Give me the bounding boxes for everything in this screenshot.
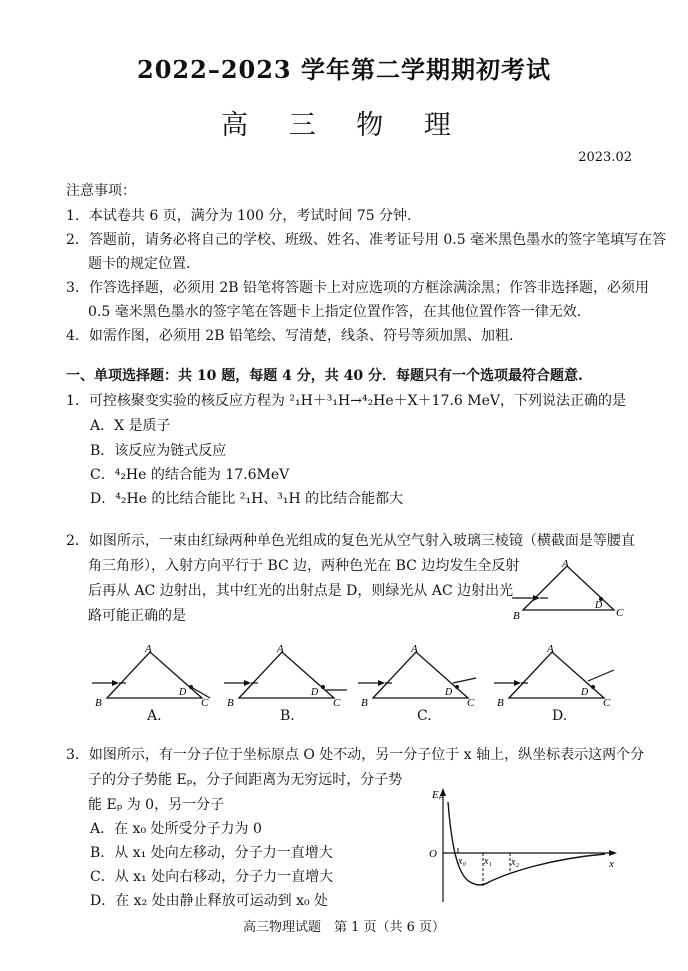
q2-caption-b: B. (280, 708, 295, 724)
label-c: C (616, 607, 624, 619)
svg-text:D: D (581, 687, 589, 698)
q2-choice-a-figure (90, 640, 220, 710)
q2-stem-line-3: 后再从 AC 边射出，其中红光的出射点是 D，则绿光从 AC 边射出光 (88, 583, 514, 599)
graph-x0: x₀ (458, 856, 466, 867)
svg-text:A: A (547, 643, 554, 655)
graph-xlabel: x (609, 858, 614, 870)
svg-text:B: B (95, 697, 102, 709)
q3-potential-energy-graph (425, 784, 625, 906)
graph-ylabel: Eₚ (432, 789, 444, 801)
q2-caption-d: D. (552, 708, 568, 724)
svg-text:D: D (179, 687, 187, 698)
exam-title: 2022–2023 学年第二学期期初考试 (137, 55, 551, 84)
notice-line-1: 1．本试卷共 6 页，满分为 100 分，考试时间 75 分钟. (66, 208, 412, 224)
graph-origin: O (429, 848, 437, 860)
svg-text:B: B (497, 697, 504, 709)
q3-option-b: B．从 x₁ 处向左移动，分子力一直增大 (90, 845, 333, 861)
graph-x2: x₂ (511, 857, 519, 868)
q3-stem-line-1: 3．如图所示，有一分子位于坐标原点 O 处不动，另一分子位于 x 轴上，纵坐标表示这两个分 (66, 747, 645, 763)
page-footer: 高三物理试题 第 1 页（共 6 页） (242, 920, 446, 935)
section-heading: 一、单项选择题：共 10 题，每题 4 分，共 40 分．每题只有一个选项最符合题意. (66, 368, 583, 384)
subject-title: 高 三 物 理 (221, 110, 467, 141)
q2-caption-c: C. (417, 708, 432, 724)
x-axis-arrow (609, 850, 617, 856)
svg-text:C: C (467, 697, 475, 709)
svg-text:B: B (227, 697, 234, 709)
q3-option-c: C．从 x₁ 处向右移动，分子力一直增大 (90, 869, 334, 885)
q1-option-a: A．X 是质子 (90, 418, 171, 434)
q1-option-c: C．⁴₂He 的结合能为 17.6MeV (90, 467, 290, 483)
q2-choice-c-figure (356, 640, 486, 710)
notice-line-3: 题卡的规定位置. (88, 256, 191, 272)
exam-date: 2023.02 (578, 150, 632, 165)
notice-line-2: 2．答题前，请务必将自己的学校、班级、姓名、准考证号用 0.5 毫米黑色墨水的签字笔填写在答 (66, 232, 667, 248)
notice-line-4: 3．作答选择题，必须用 2B 铅笔将答题卡上对应选项的方框涂满涂黑；作答非选择题，必须用 (66, 280, 650, 296)
notice-line-5: 0.5 毫米黑色墨水的签字笔在答题卡上指定位置作答，在其他位置作答一律无效. (88, 304, 582, 320)
svg-text:B: B (361, 697, 368, 709)
svg-text:A: A (145, 643, 152, 655)
q1-option-d: D．⁴₂He 的比结合能比 ²₁H、³₁H 的比结合能都大 (90, 491, 404, 507)
q2-stem-line-1: 2．如图所示，一束由红绿两种单色光组成的复色光从空气射入玻璃三棱镜（横截面是等腰直 (66, 533, 635, 549)
notice-heading: 注意事项： (66, 183, 136, 199)
svg-text:C: C (333, 697, 341, 709)
notice-line-6: 4．如需作图，必须用 2B 铅笔绘、写清楚，线条、符号等须加黑、加粗. (66, 328, 514, 344)
label-a: A (562, 558, 569, 570)
q3-option-d: D．在 x₂ 处由静止释放可运动到 x₀ 处 (90, 893, 329, 909)
q1-option-b: B．该反应为链式反应 (90, 443, 227, 459)
q2-main-prism-figure (510, 558, 635, 624)
svg-text:C: C (603, 697, 611, 709)
q1-stem: 1．可控核聚变实验的核反应方程为 ²₁H＋³₁H→⁴₂He＋X＋17.6 MeV，下列说法正确的是 (66, 393, 626, 409)
q2-caption-a: A. (147, 708, 162, 724)
svg-text:A: A (277, 643, 284, 655)
label-b: B (513, 610, 520, 622)
svg-text:D: D (311, 687, 319, 698)
q3-stem-line-2: 子的分子势能 Eₚ，分子间距离为无穷远时，分子势 (88, 772, 403, 788)
label-d: D (595, 600, 603, 611)
svg-text:A: A (411, 643, 418, 655)
q3-stem-line-3: 能 Eₚ 为 0，另一分子 (88, 797, 225, 813)
svg-text:D: D (445, 687, 453, 698)
energy-curve (448, 802, 605, 885)
q2-stem-line-2: 角三角形），入射方向平行于 BC 边，两种色光在 BC 边均发生全反射 (88, 558, 520, 574)
q2-stem-line-4: 路可能正确的是 (88, 608, 186, 624)
q2-choice-d-figure (492, 640, 622, 710)
graph-x1: x₁ (484, 856, 492, 867)
svg-text:C: C (201, 697, 209, 709)
q2-choice-b-figure (222, 640, 352, 710)
q3-option-a: A．在 x₀ 处所受分子力为 0 (90, 821, 262, 837)
